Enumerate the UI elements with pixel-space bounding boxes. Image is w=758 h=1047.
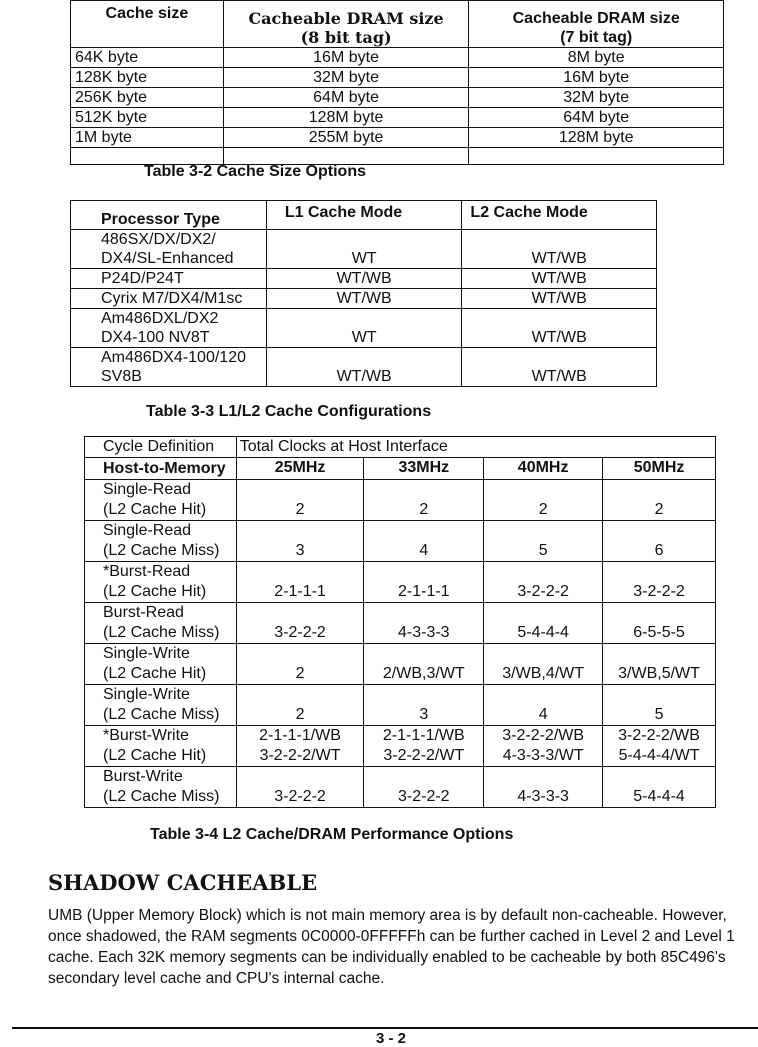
l2-mode-cell: WT/WB [462,309,657,348]
clock-cell: 2-1-1-1 [236,562,364,603]
col-header-dram-8bit-text: Cacheable DRAM size (8 bit tag) [248,9,444,47]
clock-cell: 2 [236,480,364,521]
cache-size-table [70,0,724,165]
clock-cell: 2-1-1-1 [364,562,484,603]
clock-cell: 3-2-2-2/WB 4-3-3-3/WT [484,726,603,767]
processor-cell: Am486DXL/DX2 DX4-100 NV8T [71,309,267,348]
clock-cell: 2-1-1-1/WB 3-2-2-2/WT [236,726,364,767]
clock-cell: 5 [603,685,716,726]
dram-7bit-cell: 128M byte [469,128,724,148]
table-caption-3-2: Table 3-2 Cache Size Options [144,163,366,180]
total-clocks-label: Total Clocks at Host Interface [236,437,715,458]
speed-header-25: 25MHz [236,458,364,480]
cache-config-table [70,200,657,387]
clock-cell: 2/WB,3/WT [364,644,484,685]
cycle-label: Single-Write (L2 Cache Hit) [85,644,237,685]
dram-8bit-cell: 128M byte [223,108,469,128]
l2-mode-cell: WT/WB [462,269,657,289]
footer-divider [12,1027,758,1029]
l1-mode-cell: WT/WB [266,289,462,309]
cycle-label: Single-Write (L2 Cache Miss) [85,685,237,726]
cache-size-cell: 256K byte [71,88,224,108]
cycle-label: Single-Read (L2 Cache Hit) [85,480,237,521]
table-row [71,309,657,348]
processor-cell: P24D/P24T [71,269,267,289]
cycle-label: Burst-Write (L2 Cache Miss) [85,767,237,808]
table-row [85,480,716,521]
table-row [85,767,716,808]
table-row [71,108,724,128]
l2-mode-cell: WT/WB [462,289,657,309]
host-to-memory-label: Host-to-Memory [85,458,237,480]
dram-8bit-cell: 255M byte [223,128,469,148]
l1-mode-cell: WT/WB [266,269,462,289]
speed-header-50: 50MHz [603,458,716,480]
table-row [85,644,716,685]
col-header-dram-8bit [223,1,469,48]
dram-7bit-cell: 8M byte [469,48,724,68]
col-header-l1-mode: L1 Cache Mode [266,201,462,230]
table-row [85,685,716,726]
col-header-processor-type: Processor Type [71,201,267,230]
processor-cell: 486SX/DX/DX2/ DX4/SL-Enhanced [71,230,267,269]
speed-header-33: 33MHz [364,458,484,480]
table-row [85,603,716,644]
cache-size-cell: 1M byte [71,128,224,148]
l1-mode-cell: WT [266,309,462,348]
table-row [71,128,724,148]
table-row [71,48,724,68]
col-header-dram-7bit-text: Cacheable DRAM size (7 bit tag) [512,10,680,46]
clock-cell: 5 [484,521,603,562]
cycle-label: *Burst-Read (L2 Cache Hit) [85,562,237,603]
table-row [71,68,724,88]
clock-cell: 4 [364,521,484,562]
clock-cell: 5-4-4-4 [484,603,603,644]
page-number: 3 - 2 [376,1030,407,1047]
cache-size-cell: 64K byte [71,48,224,68]
clock-cell: 6-5-5-5 [603,603,716,644]
clock-cell: 2 [236,685,364,726]
cache-size-cell: 128K byte [71,68,224,88]
clock-cell: 3-2-2-2 [603,562,716,603]
processor-cell: Cyrix M7/DX4/M1sc [71,289,267,309]
table-row [71,230,657,269]
table-row [71,348,657,387]
cycle-label: Single-Read (L2 Cache Miss) [85,521,237,562]
l2-mode-cell: WT/WB [462,230,657,269]
dram-7bit-cell: 32M byte [469,88,724,108]
table-row [71,88,724,108]
dram-8bit-cell: 64M byte [223,88,469,108]
clock-cell: 3/WB,5/WT [603,644,716,685]
dram-7bit-cell: 64M byte [469,108,724,128]
table-caption-3-3: Table 3-3 L1/L2 Cache Configurations [146,403,432,420]
cycle-definition-label: Cycle Definition [85,437,237,458]
clock-cell: 2 [603,480,716,521]
l1-mode-cell: WT [266,230,462,269]
cache-size-cell: 512K byte [71,108,224,128]
dram-7bit-cell: 16M byte [469,68,724,88]
clock-cell: 3 [236,521,364,562]
dram-8bit-cell: 32M byte [223,68,469,88]
clock-cell: 6 [603,521,716,562]
table-row [71,289,657,309]
table-row [71,269,657,289]
col-header-l2-mode: L2 Cache Mode [462,201,657,230]
clock-cell: 3-2-2-2 [364,767,484,808]
dram-8bit-cell: 16M byte [223,48,469,68]
clock-cell: 3-2-2-2 [236,767,364,808]
processor-cell: Am486DX4-100/120 SV8B [71,348,267,387]
speed-header-40: 40MHz [484,458,603,480]
clock-cell: 3/WB,4/WT [484,644,603,685]
performance-table [84,436,716,808]
col-header-dram-7bit [469,1,724,48]
cycle-label: Burst-Read (L2 Cache Miss) [85,603,237,644]
l1-mode-cell: WT/WB [266,348,462,387]
clock-cell: 2-1-1-1/WB 3-2-2-2/WT [364,726,484,767]
cycle-label: *Burst-Write (L2 Cache Hit) [85,726,237,767]
clock-cell: 3-2-2-2 [236,603,364,644]
clock-cell: 3-2-2-2/WB 5-4-4-4/WT [603,726,716,767]
table-caption-3-4: Table 3-4 L2 Cache/DRAM Performance Options [150,826,514,843]
clock-cell: 4-3-3-3 [364,603,484,644]
table-row [85,726,716,767]
table-row [85,521,716,562]
body-paragraph: UMB (Upper Memory Block) which is not main memory area is by default non-cacheable. However, once shadowed, the RAM segments 0C0000-0FFFFFh can be further cached in Level 2 and Level 1 cache. Each 32K memory segments can be individually enabled to be cacheable by both 85C496's secondary level cache and CPU's internal cache. [48,907,735,987]
clock-cell: 4-3-3-3 [484,767,603,808]
clock-cell: 3 [364,685,484,726]
l2-mode-cell: WT/WB [462,348,657,387]
clock-cell: 3-2-2-2 [484,562,603,603]
clock-cell: 2 [484,480,603,521]
clock-cell: 2 [364,480,484,521]
clock-cell: 5-4-4-4 [603,767,716,808]
table-row [85,562,716,603]
clock-cell: 4 [484,685,603,726]
section-heading: SHADOW CACHEABLE [48,870,318,895]
col-header-cache-size: Cache size [71,1,224,48]
clock-cell: 2 [236,644,364,685]
